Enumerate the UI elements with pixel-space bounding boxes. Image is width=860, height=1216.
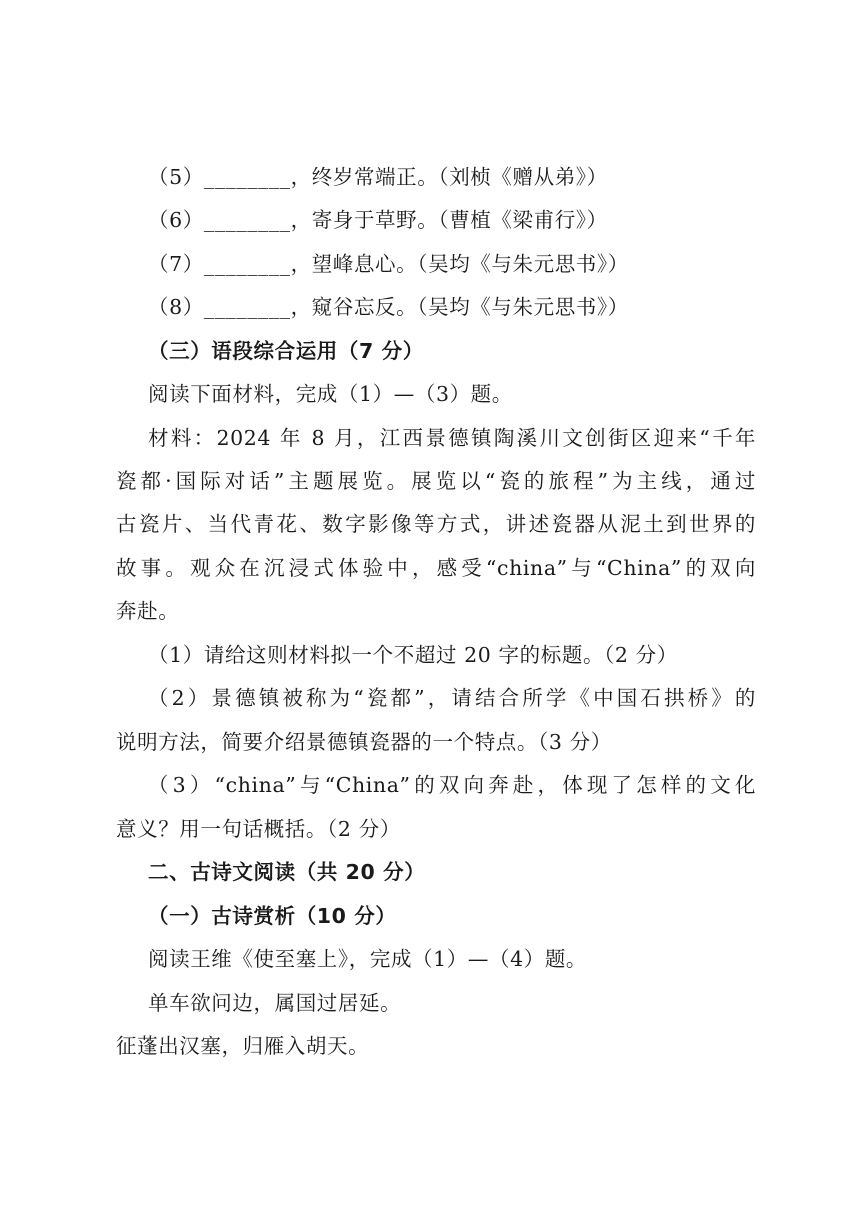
question-2-continued: 说明方法，简要介绍景德镇瓷器的一个特点。（3 分）: [116, 730, 612, 754]
question-1: （1）请给这则材料拟一个不超过 20 字的标题。（2 分）: [148, 643, 678, 667]
subsection-heading-poem-appreciation: （一）古诗赏析（10 分）: [148, 904, 397, 928]
fill-blank-item-7: （7）________，望峰息心。（吴均《与朱元思书》）: [148, 252, 629, 276]
question-3-continued: 意义？用一句话概括。（2 分）: [116, 817, 401, 841]
poem-line: 单车欲问边，属国过居延。: [148, 991, 402, 1015]
material-paragraph-line: 故事。观众在沉浸式体验中，感受“china”与“China”的双向: [116, 556, 756, 580]
section-heading-passage-use: （三）语段综合运用（7 分）: [148, 339, 424, 363]
instruction-text: 阅读王维《使至塞上》，完成（1）—（4）题。: [148, 947, 588, 971]
fill-blank-item-5: （5）________，终岁常端正。（刘桢《赠从弟》）: [148, 165, 608, 189]
fill-blank-item-8: （8）________，窥谷忘反。（吴均《与朱元思书》）: [148, 295, 629, 319]
poem-line: 征蓬出汉塞，归雁入胡天。: [116, 1034, 370, 1058]
question-3: （3）“china”与“China”的双向奔赴，体现了怎样的文化: [148, 773, 756, 797]
material-paragraph-line: 古瓷片、当代青花、数字影像等方式，讲述瓷器从泥土到世界的: [116, 512, 756, 536]
material-paragraph-line: 瓷都·国际对话”主题展览。展览以“瓷的旅程”为主线，通过: [116, 469, 756, 493]
question-2: （2）景德镇被称为“瓷都”，请结合所学《中国石拱桥》的: [148, 686, 756, 710]
section-heading-classical-reading: 二、古诗文阅读（共 20 分）: [148, 860, 426, 884]
instruction-text: 阅读下面材料，完成（1）—（3）题。: [148, 382, 513, 406]
fill-blank-item-6: （6）________，寄身于草野。（曹植《梁甫行》）: [148, 208, 608, 232]
material-paragraph-line: 奔赴。: [116, 599, 180, 623]
material-paragraph-line: 材料：2024 年 8 月，江西景德镇陶溪川文创街区迎来“千年: [148, 426, 756, 450]
